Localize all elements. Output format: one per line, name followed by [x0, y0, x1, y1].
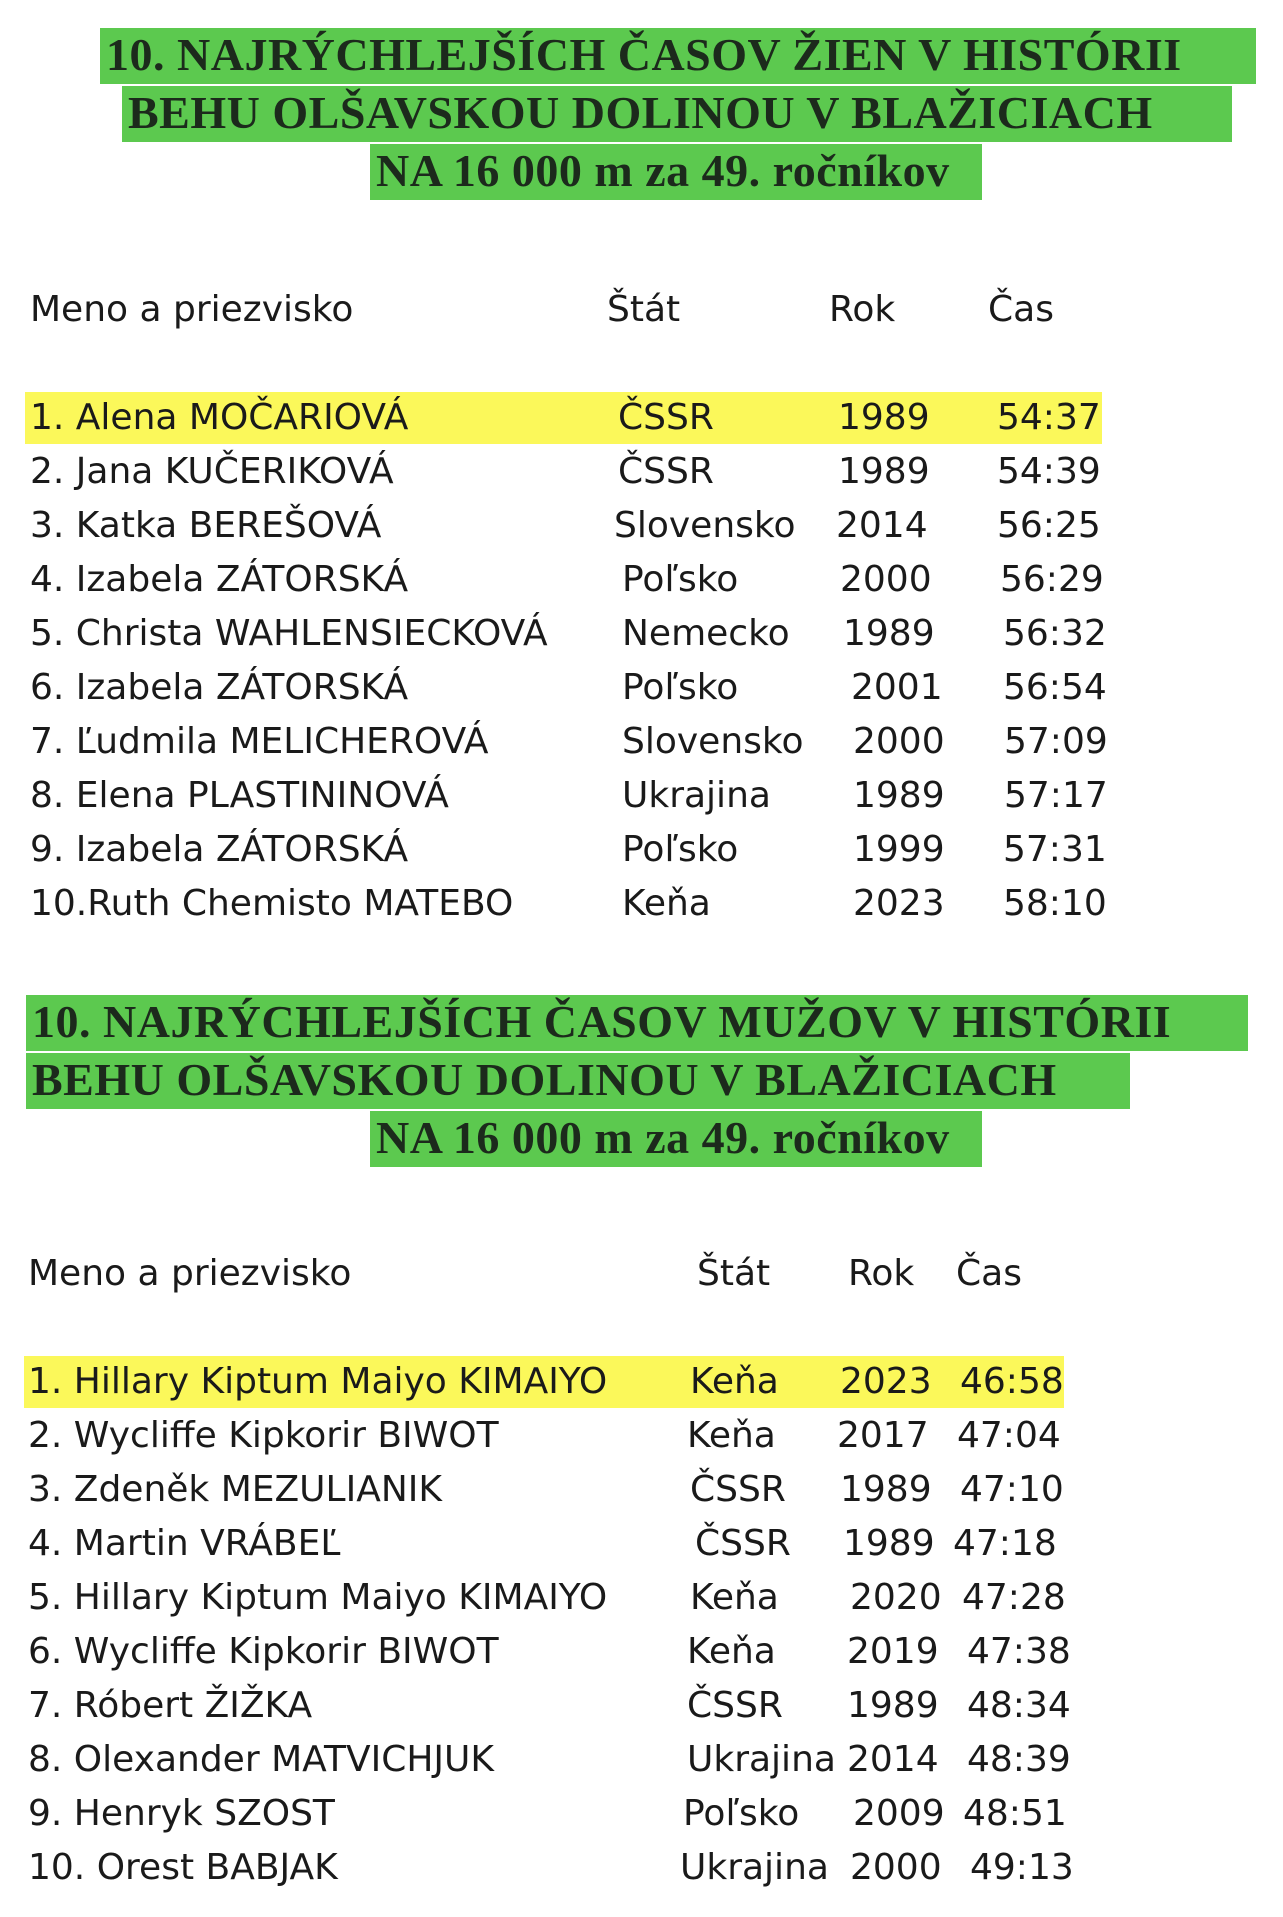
country-cell: Nemecko [622, 613, 790, 654]
time-cell: 47:04 [957, 1415, 1061, 1456]
name-cell: 8. Olexander MATVICHJUK [28, 1739, 494, 1780]
country-cell: ČSSR [618, 451, 714, 492]
year-cell: 2014 [836, 505, 928, 546]
country-cell: Ukrajina [680, 1847, 829, 1888]
country-cell: Keňa [690, 1361, 779, 1402]
country-cell: Poľsko [622, 559, 739, 600]
year-cell: 1989 [853, 775, 945, 816]
country-cell: Keňa [622, 883, 711, 924]
men-title-line-1: 10. NAJRÝCHLEJŠÍCH ČASOV MUŽOV V HISTÓRII [26, 995, 1248, 1051]
name-cell: 9. Henryk SZOST [28, 1793, 335, 1834]
name-cell: 4. Izabela ZÁTORSKÁ [30, 559, 409, 600]
country-cell: Ukrajina [687, 1739, 836, 1780]
time-cell: 48:34 [967, 1685, 1071, 1726]
name-cell: 7. Róbert ŽIŽKA [28, 1685, 313, 1726]
time-cell: 46:58 [960, 1361, 1064, 1402]
year-cell: 1989 [838, 451, 930, 492]
time-cell: 47:28 [962, 1577, 1066, 1618]
women-header-name: Meno a priezvisko [30, 289, 354, 330]
women-title-line-1: 10. NAJRÝCHLEJŠÍCH ČASOV ŽIEN V HISTÓRII [100, 28, 1256, 84]
name-cell: 9. Izabela ZÁTORSKÁ [30, 829, 409, 870]
name-cell: 6. Wycliffe Kipkorir BIWOT [28, 1631, 499, 1672]
name-cell: 10. Orest BABJAK [28, 1847, 338, 1888]
time-cell: 47:38 [967, 1631, 1071, 1672]
country-cell: Keňa [690, 1577, 779, 1618]
country-cell: ČSSR [618, 397, 714, 438]
time-cell: 56:54 [1003, 667, 1107, 708]
name-cell: 2. Wycliffe Kipkorir BIWOT [28, 1415, 499, 1456]
year-cell: 2000 [840, 559, 932, 600]
year-cell: 2017 [837, 1415, 929, 1456]
time-cell: 54:39 [997, 451, 1101, 492]
time-cell: 56:29 [1000, 559, 1104, 600]
year-cell: 1989 [843, 613, 935, 654]
women-header-year: Rok [829, 289, 896, 330]
time-cell: 56:25 [997, 505, 1101, 546]
time-cell: 57:31 [1003, 829, 1107, 870]
name-cell: 1. Alena MOČARIOVÁ [30, 397, 409, 438]
year-cell: 1989 [847, 1685, 939, 1726]
year-cell: 1989 [843, 1523, 935, 1564]
year-cell: 2023 [840, 1361, 932, 1402]
year-cell: 1989 [838, 397, 930, 438]
time-cell: 54:37 [997, 397, 1101, 438]
name-cell: 5. Christa WAHLENSIECKOVÁ [30, 613, 548, 654]
country-cell: Poľsko [622, 829, 739, 870]
name-cell: 1. Hillary Kiptum Maiyo KIMAIYO [28, 1361, 608, 1402]
time-cell: 49:13 [970, 1847, 1074, 1888]
time-cell: 48:51 [963, 1793, 1067, 1834]
year-cell: 2001 [851, 667, 943, 708]
name-cell: 2. Jana KUČERIKOVÁ [30, 451, 394, 492]
country-cell: Poľsko [622, 667, 739, 708]
name-cell: 3. Katka BEREŠOVÁ [30, 505, 382, 546]
country-cell: ČSSR [687, 1685, 783, 1726]
year-cell: 2020 [850, 1577, 942, 1618]
men-title-line-2: BEHU OLŠAVSKOU DOLINOU V BLAŽICIACH [26, 1053, 1130, 1109]
year-cell: 2000 [850, 1847, 942, 1888]
women-header-country: Štát [607, 289, 681, 330]
women-title-line-2: BEHU OLŠAVSKOU DOLINOU V BLAŽICIACH [122, 86, 1232, 142]
time-cell: 47:18 [953, 1523, 1057, 1564]
country-cell: ČSSR [690, 1469, 786, 1510]
country-cell: Slovensko [622, 721, 804, 762]
year-cell: 1999 [853, 829, 945, 870]
time-cell: 57:09 [1004, 721, 1108, 762]
time-cell: 57:17 [1004, 775, 1108, 816]
country-cell: ČSSR [695, 1523, 791, 1564]
year-cell: 2023 [853, 883, 945, 924]
women-header-time: Čas [988, 289, 1054, 330]
year-cell: 2000 [853, 721, 945, 762]
men-header-time: Čas [956, 1253, 1022, 1294]
name-cell: 10.Ruth Chemisto MATEBO [30, 883, 514, 924]
name-cell: 8. Elena PLASTININOVÁ [30, 775, 449, 816]
women-title-line-3: NA 16 000 m za 49. ročníkov [370, 144, 982, 200]
time-cell: 48:39 [967, 1739, 1071, 1780]
year-cell: 1989 [840, 1469, 932, 1510]
country-cell: Ukrajina [622, 775, 771, 816]
name-cell: 4. Martin VRÁBEĽ [28, 1523, 341, 1564]
time-cell: 47:10 [960, 1469, 1064, 1510]
name-cell: 6. Izabela ZÁTORSKÁ [30, 667, 409, 708]
year-cell: 2009 [853, 1793, 945, 1834]
year-cell: 2019 [847, 1631, 939, 1672]
country-cell: Slovensko [614, 505, 796, 546]
men-title-line-3: NA 16 000 m za 49. ročníkov [370, 1111, 982, 1167]
country-cell: Keňa [687, 1631, 776, 1672]
name-cell: 3. Zdeněk MEZULIANIK [28, 1469, 442, 1510]
time-cell: 58:10 [1003, 883, 1107, 924]
time-cell: 56:32 [1003, 613, 1107, 654]
men-header-year: Rok [848, 1253, 915, 1294]
year-cell: 2014 [847, 1739, 939, 1780]
country-cell: Keňa [687, 1415, 776, 1456]
country-cell: Poľsko [683, 1793, 800, 1834]
name-cell: 7. Ľudmila MELICHEROVÁ [30, 721, 489, 762]
men-header-country: Štát [697, 1253, 771, 1294]
name-cell: 5. Hillary Kiptum Maiyo KIMAIYO [28, 1577, 608, 1618]
men-header-name: Meno a priezvisko [28, 1253, 352, 1294]
